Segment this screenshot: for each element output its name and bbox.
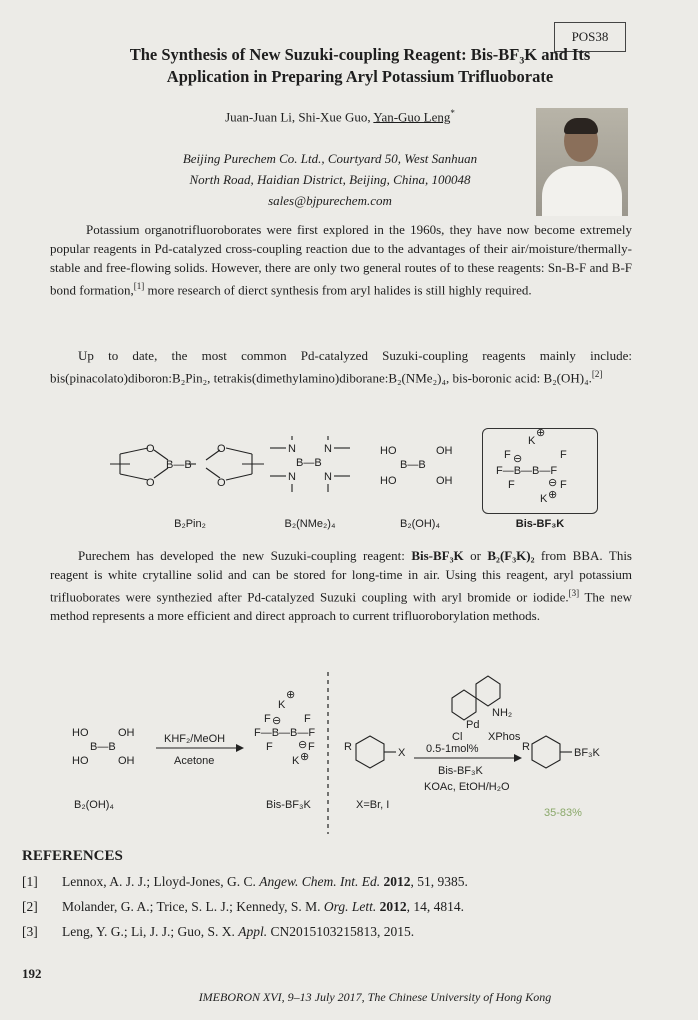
title-line-1: The Synthesis of New Suzuki-coupling Reagent: Bis-BF₃K and Its bbox=[129, 45, 591, 64]
intro-text-a: Potassium organotrifluoroborates were first explored in the 1960s, they have now become extremely popular reagents in Pd-catalyzed cross-coupling reaction due to the advantages of their air/moisture/thermally-stable and free-flowing solids. However, there are only two general routes of to these reagents: Sn-B-F and B-F bond formation, bbox=[50, 222, 632, 298]
reaction-scheme bbox=[60, 666, 640, 838]
ref-3-journal: Appl. bbox=[238, 924, 268, 939]
ref-2-year: 2012 bbox=[376, 899, 407, 914]
pd-catalyst bbox=[452, 676, 521, 743]
sch-f4: F bbox=[308, 741, 315, 753]
cat-cl: Cl bbox=[452, 731, 463, 743]
b2pin2-o4: O bbox=[217, 477, 226, 489]
purechem-text-a: Purechem has developed the new Suzuki-coupling reagent: bbox=[78, 548, 412, 563]
bf3k-k2: K bbox=[540, 493, 548, 505]
bisbf3k-term: Bis-BF₃K bbox=[411, 548, 464, 563]
bisbf3k-highlight-box bbox=[482, 428, 598, 514]
sch-chain: F—B—B—F bbox=[254, 727, 316, 739]
sch-f1: F bbox=[264, 713, 271, 725]
reference-3 bbox=[22, 924, 414, 940]
b2pin2-o2: O bbox=[146, 477, 155, 489]
ref-2-num: [2] bbox=[22, 899, 38, 914]
purechem-text-b: from BBA. This reagent is white crytalline solid and can be stored for long-time in air. Using this reagent, aryl potassium trifluoborates were synthezied after Pd-catalyzed Suzuki coupling with aryl bromide or iodide. bbox=[50, 548, 632, 605]
ref-1-journal: Angew. Chem. Int. Ed. bbox=[259, 874, 381, 889]
reference-1 bbox=[22, 874, 468, 890]
b2pin2-bb: B—B bbox=[166, 459, 192, 471]
bf3k-plus2: ⊕ bbox=[548, 489, 558, 501]
sch-oh1: OH bbox=[118, 727, 135, 739]
sch-plus1: ⊕ bbox=[286, 689, 296, 701]
citation-1: [1] bbox=[133, 281, 145, 291]
sch-plus2: ⊕ bbox=[300, 751, 310, 763]
scheme-product-label: Bis-BF₃K bbox=[266, 799, 311, 811]
page-number: 192 bbox=[22, 966, 42, 981]
sch-ho2: HO bbox=[72, 755, 89, 767]
prod-bf3k: BF₃K bbox=[574, 747, 600, 759]
b2pin2-o1: O bbox=[146, 443, 155, 455]
cat-pd: Pd bbox=[466, 719, 480, 731]
reference-2 bbox=[22, 899, 464, 915]
reagent-structures bbox=[100, 422, 620, 532]
intro-text-b: more research of dierct synthesis from aryl halides is still highly required. bbox=[144, 282, 532, 298]
photo-hair bbox=[564, 118, 598, 134]
ref-3-num: [3] bbox=[22, 924, 38, 939]
sch-oh2: OH bbox=[118, 755, 135, 767]
b2nme24-structure bbox=[270, 436, 350, 492]
ref-1-year: 2012 bbox=[380, 874, 411, 889]
affiliation-line-2: North Road, Haidian District, Beijing, China, 100048 bbox=[189, 172, 471, 187]
poster-id-box: POS38 bbox=[554, 22, 626, 52]
label-b2nme24: B₂(NMe₂)₄ bbox=[284, 518, 336, 530]
nme-n3: N bbox=[324, 443, 332, 455]
sch-ho1: HO bbox=[72, 727, 89, 739]
author-list bbox=[150, 108, 530, 125]
cat-nh2: NH₂ bbox=[492, 707, 513, 719]
bf3k-f3: F bbox=[508, 479, 515, 491]
label-bisbf3k: Bis-BF₃K bbox=[515, 518, 565, 530]
corresponding-mark: * bbox=[450, 108, 455, 118]
bf3k-plus1: ⊕ bbox=[536, 427, 546, 439]
cat-xphos: XPhos bbox=[488, 731, 521, 743]
scheme-reagent-1: KHF₂/MeOH bbox=[164, 733, 226, 745]
sch-bb: B—B bbox=[90, 741, 116, 753]
sub-x: X bbox=[398, 747, 406, 759]
bf3k-f2: F bbox=[560, 449, 567, 461]
b2oh4-structure bbox=[380, 445, 453, 487]
author-photo bbox=[536, 108, 628, 216]
bf3k-k1: K bbox=[528, 435, 536, 447]
bf3k-minus1: ⊖ bbox=[513, 453, 523, 465]
ref-2-journal: Org. Lett. bbox=[323, 899, 377, 914]
sch-k1: K bbox=[278, 699, 286, 711]
label-b2oh4: B₂(OH)₄ bbox=[400, 518, 440, 530]
authors-plain: Juan-Juan Li, Shi-Xue Guo, bbox=[225, 109, 374, 125]
bf3k-f4: F bbox=[560, 479, 567, 491]
references-heading: REFERENCES bbox=[22, 848, 123, 864]
ref-1-rest: , 51, 9385. bbox=[410, 874, 468, 889]
cat-loading: 0.5-1mol% bbox=[426, 743, 479, 755]
sch-minus2: ⊖ bbox=[298, 739, 308, 751]
sch-minus1: ⊖ bbox=[272, 715, 282, 727]
b2f3k2-term: B₂(F₃K)₂ bbox=[487, 548, 535, 563]
cond-1: Bis-BF₃K bbox=[438, 765, 483, 777]
boh-oh2: OH bbox=[436, 475, 453, 487]
nme-bb: B—B bbox=[296, 457, 322, 469]
purechem-paragraph bbox=[50, 546, 632, 625]
ref-3-rest: CN2015103215813, 2015. bbox=[267, 924, 415, 939]
boh-ho1: HO bbox=[380, 445, 397, 457]
boh-bb: B—B bbox=[400, 459, 426, 471]
b2pin2-o3: O bbox=[217, 443, 226, 455]
scheme-x-label: X=Br, I bbox=[356, 799, 390, 811]
page-footer: IMEBORON XVI, 9–13 July 2017, The Chinese University of Hong Kong bbox=[198, 990, 552, 1004]
bf3k-f1: F bbox=[504, 449, 511, 461]
ref-1-num: [1] bbox=[22, 874, 38, 889]
title-line-2: Application in Preparing Aryl Potassium Trifluoborate bbox=[166, 67, 554, 86]
bf3k-minus2: ⊖ bbox=[548, 477, 558, 489]
nme-n1: N bbox=[288, 443, 296, 455]
reagents-text: Up to date, the most common Pd-catalyzed Suzuki-coupling reagents mainly include: bis(pinacolato)diboron:B₂Pin₂, tetrakis(dimethylamino)diborane:B₂(NMe₂)₄, bis-boronic acid: B₂(OH)₄. bbox=[50, 348, 632, 386]
purechem-or: or bbox=[463, 548, 488, 563]
nme-n4: N bbox=[324, 471, 332, 483]
purechem-text-c: The new method represents a more efficient and direct approach to current trifluoroborylation methods. bbox=[50, 589, 632, 624]
citation-3: [3] bbox=[568, 588, 580, 598]
ref-1-authors: Lennox, A. J. J.; Lloyd-Jones, G. C. bbox=[62, 874, 260, 889]
bf3k-chain: F—B—B—F bbox=[496, 465, 558, 477]
scheme-reagent-2: Acetone bbox=[174, 755, 215, 767]
sub-r: R bbox=[344, 741, 352, 753]
sch-f2: F bbox=[304, 713, 311, 725]
boh-oh1: OH bbox=[436, 445, 453, 457]
affiliation-line-1: Beijing Purechem Co. Ltd., Courtyard 50, West Sanhuan bbox=[182, 151, 478, 166]
scheme-drawing bbox=[60, 666, 640, 838]
photo-shirt bbox=[542, 166, 622, 216]
poster-title bbox=[70, 44, 650, 88]
affiliation bbox=[130, 148, 530, 211]
yield-label: 35-83% bbox=[544, 807, 582, 819]
nme-n2: N bbox=[288, 471, 296, 483]
intro-paragraph bbox=[50, 220, 632, 299]
label-b2pin2: B₂Pin₂ bbox=[174, 518, 206, 530]
citation-2: [2] bbox=[591, 369, 603, 379]
b2pin2-structure bbox=[110, 443, 264, 489]
sch-k2: K bbox=[292, 755, 300, 767]
ref-2-authors: Molander, G. A.; Trice, S. L. J.; Kennedy, S. M. bbox=[62, 899, 324, 914]
ref-3-authors: Leng, Y. G.; Li, J. J.; Guo, S. X. bbox=[62, 924, 239, 939]
prod-r: R bbox=[522, 741, 530, 753]
presenting-author: Yan-Guo Leng bbox=[373, 109, 451, 125]
sch-f3: F bbox=[266, 741, 273, 753]
affiliation-email: sales@bjpurechem.com bbox=[268, 193, 392, 208]
cond-2: KOAc, EtOH/H₂O bbox=[424, 781, 510, 793]
boh-ho2: HO bbox=[380, 475, 397, 487]
reagents-paragraph bbox=[50, 346, 632, 387]
ref-2-rest: , 14, 4814. bbox=[406, 899, 464, 914]
scheme-start-label: B₂(OH)₄ bbox=[74, 799, 114, 811]
